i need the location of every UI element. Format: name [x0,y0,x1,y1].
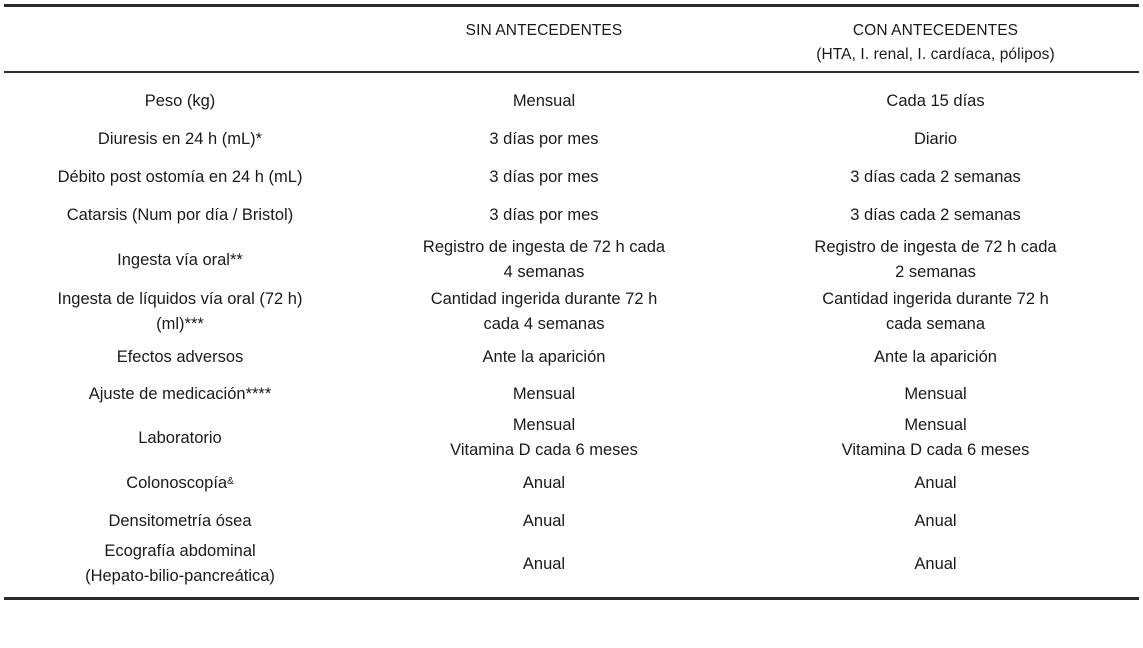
row-sin-cell [356,464,732,502]
row-con-cell [732,376,1139,412]
table-body [4,73,1139,597]
table-row [4,338,1139,376]
row-con-cell [732,502,1139,540]
row-label-cell [4,234,356,286]
row-label-text: Ingesta vía oral** [117,250,243,269]
row-sin-cell [356,158,732,196]
row-label-text: (ml)*** [156,315,204,333]
row-sin-cell [356,82,732,120]
row-label-text: (Hepato-bilio-pancreática) [85,567,275,585]
table-row [4,412,1139,464]
row-con-cell [732,286,1139,338]
row-sin-cell [356,120,732,158]
row-con-text: 3 días cada 2 semanas [850,205,1021,224]
row-label-text: Laboratorio [138,428,222,447]
row-sin-text: Anual [522,554,566,573]
table-row [4,286,1139,338]
row-sin-cell [356,338,732,376]
row-label-text: Ecografía abdominal [104,542,256,560]
row-sin-text: Registro de ingesta de 72 h cada [422,238,666,256]
row-label-cell [4,158,356,196]
row-label-cell [4,412,356,464]
row-label-cell [4,464,356,502]
row-label-text: Efectos adversos [116,347,244,366]
row-con-cell [732,234,1139,286]
row-sin-text: 4 semanas [503,263,585,281]
row-con-cell [732,540,1139,588]
row-con-text: Ante la aparición [874,347,997,366]
table-row [4,376,1139,412]
row-sin-cell [356,234,732,286]
row-label-cell [4,338,356,376]
header-sin-antecedentes [356,7,732,71]
row-con-text: Cada 15 días [886,91,985,110]
table-row [4,196,1139,234]
row-label-text: Ajuste de medicación**** [88,384,272,403]
row-sin-text: Anual [522,473,566,492]
row-con-text: 3 días cada 2 semanas [850,167,1021,186]
table-row [4,82,1139,120]
row-con-text: Diario [913,129,958,148]
row-label-cell [4,286,356,338]
row-con-cell [732,196,1139,234]
row-sin-text: Cantidad ingerida durante 72 h [430,290,658,308]
row-sin-text: Mensual [512,91,576,110]
row-sin-text: Ante la aparición [482,347,606,366]
table-bottom-rule [4,597,1139,600]
row-sin-cell [356,376,732,412]
table-row [4,158,1139,196]
row-sin-cell [356,540,732,588]
row-label-cell [4,120,356,158]
row-sin-text: Vitamina D cada 6 meses [450,441,638,459]
row-con-text: cada semana [885,315,986,333]
table-row [4,234,1139,286]
row-con-text: Cantidad ingerida durante 72 h [822,290,1049,308]
row-sin-text: Anual [522,511,566,530]
row-label-text: Densitometría ósea [108,511,252,530]
row-label-cell [4,82,356,120]
header-con-antecedentes [732,7,1139,71]
header-empty-cell [4,7,356,71]
row-sin-cell [356,502,732,540]
footnote-marker: & [227,475,234,487]
row-sin-cell [356,196,732,234]
header-c1-label: SIN ANTECEDENTES [465,22,623,39]
follow-up-table [4,4,1139,600]
table-row [4,540,1139,588]
row-label-text: Diuresis en 24 h (mL)* [97,129,263,148]
row-sin-text: Mensual [512,416,576,434]
row-label-cell [4,502,356,540]
row-con-cell [732,120,1139,158]
row-con-cell [732,158,1139,196]
table-row [4,120,1139,158]
row-label-cell [4,540,356,588]
row-con-cell [732,82,1139,120]
row-label-text: Ingesta de líquidos vía oral (72 h) [57,290,303,308]
row-sin-cell [356,286,732,338]
row-sin-text: 3 días por mes [489,129,599,148]
row-label-text: Catarsis (Num por día / Bristol) [66,205,294,224]
header-c2-sublabel: (HTA, I. renal, I. cardíaca, pólipos) [816,46,1055,63]
row-sin-cell [356,412,732,464]
row-sin-text: 3 días por mes [489,205,599,224]
row-sin-text: Mensual [512,384,576,403]
row-con-text: Mensual [904,384,967,403]
table-row [4,464,1139,502]
row-con-cell [732,338,1139,376]
row-label-text: Peso (kg) [144,91,216,110]
row-label-cell [4,196,356,234]
row-label-text: Colonoscopía [126,473,228,492]
row-con-text: Anual [914,511,957,530]
row-label-cell [4,376,356,412]
row-con-text: Anual [914,554,957,573]
row-con-cell [732,412,1139,464]
table-header [4,7,1139,71]
row-con-text: Mensual [904,416,967,434]
row-con-text: Registro de ingesta de 72 h cada [814,238,1057,256]
row-sin-text: cada 4 semanas [483,315,605,333]
row-con-cell [732,464,1139,502]
row-sin-text: 3 días por mes [489,167,599,186]
row-label-text: Débito post ostomía en 24 h (mL) [57,167,303,186]
row-con-text: Vitamina D cada 6 meses [841,441,1030,459]
label-with-marker [126,471,234,496]
row-con-text: 2 semanas [895,263,976,281]
table-row [4,502,1139,540]
header-c2-label: CON ANTECEDENTES [852,22,1019,39]
row-con-text: Anual [914,473,957,492]
